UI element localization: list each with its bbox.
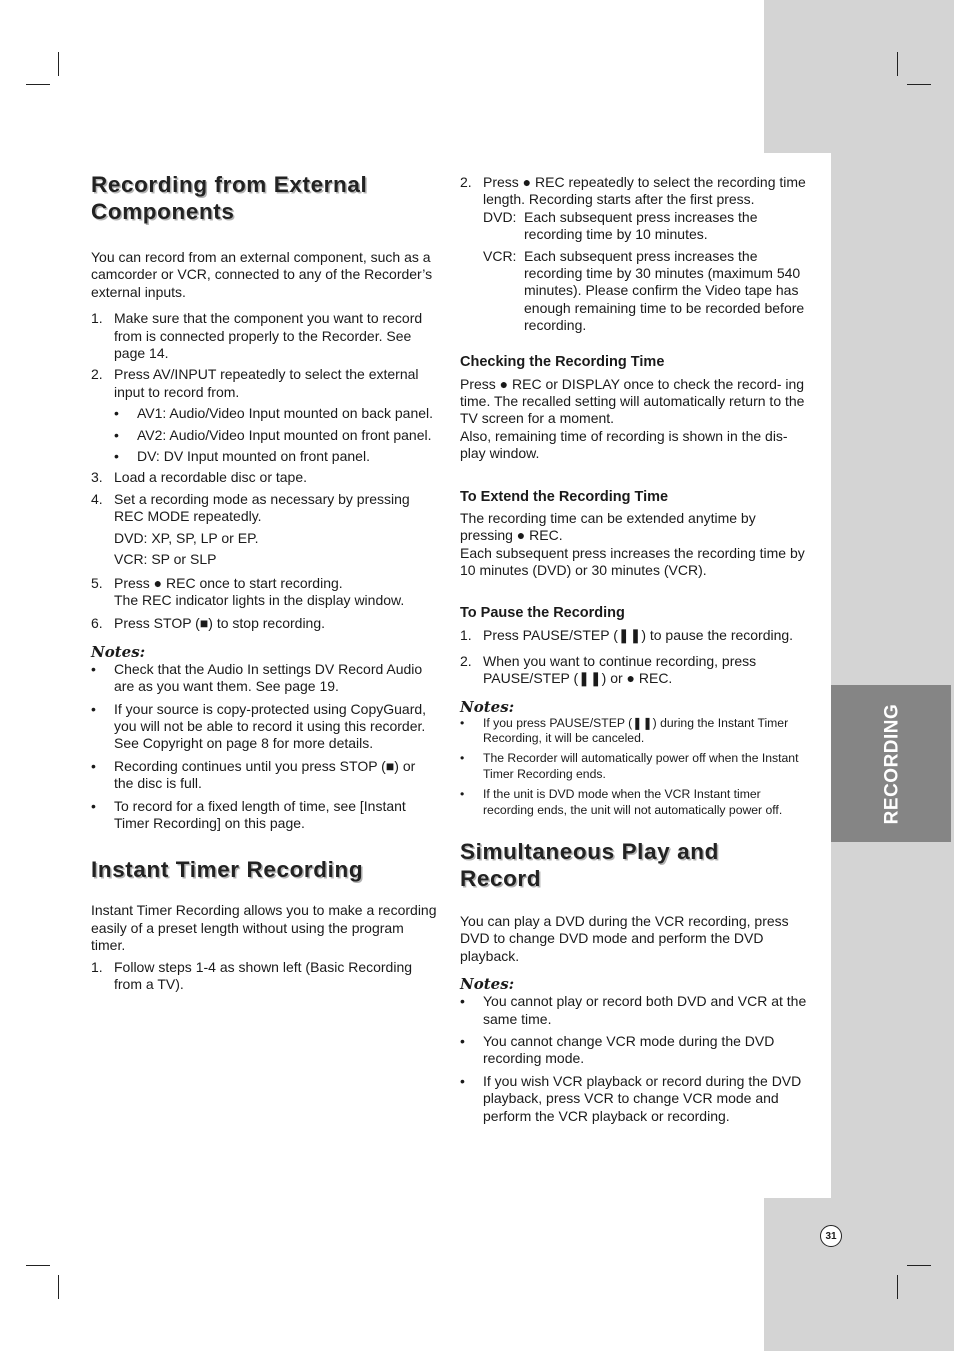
section-tab: [831, 685, 951, 842]
notes-heading: Notes:: [460, 697, 515, 716]
crop-mark: [897, 52, 898, 76]
note-item: • To record for a fixed length of time, see [Instant Timer Recording] on this page.: [91, 797, 406, 831]
subsection-heading: To Extend the Recording Time: [460, 488, 669, 505]
side-band-bottom: [764, 1198, 954, 1351]
note-item: • Check that the Audio In settings DV Record Audio are as you want them. See page 19.: [91, 660, 423, 695]
notes-heading: Notes:: [91, 642, 146, 661]
list-item: 1. Make sure that the component you want to record from is connected properly to the Recorder. See page 14.: [91, 310, 423, 362]
crop-mark: [26, 84, 50, 85]
list-item: 1. Follow steps 1-4 as shown left (Basic Recording from a TV).: [91, 958, 413, 992]
list-item: 3. Load a recordable disc or tape.: [91, 469, 308, 486]
crop-mark: [58, 52, 59, 76]
list-item: 6. Press STOP (■) to stop recording.: [91, 615, 326, 632]
crop-mark: [58, 1275, 59, 1299]
crop-mark: [897, 1275, 898, 1299]
list-item: 2. Press AV/INPUT repeatedly to select the external input to record from. • AV1: Audio/Video Input mounted on back panel. • AV2: Audio/Video Input mounted on front panel. • DV: DV Input mounted on front panel.: [91, 366, 438, 465]
crop-mark: [907, 1265, 931, 1266]
intro-paragraph: You can play a DVD during the VCR recording, press DVD to change DVD mode and perform the DVD playback.: [460, 912, 789, 964]
right-column: [460, 174, 812, 1125]
subsection-heading: Checking the Recording Time: [460, 353, 665, 370]
note-item: • If you wish VCR playback or record during the DVD playback, press VCR to change VCR mode and perform the VCR playback or recording.: [460, 1072, 802, 1124]
note-item: • If your source is copy-protected using CopyGuard, you will not be able to record it using this recorder. See Copyright on page 8 for more details.: [91, 700, 427, 752]
list-item: 5. Press ● REC once to start recording. The REC indicator lights in the display window.: [91, 574, 405, 608]
definition-row: DVD: Each subsequent press increases the recording time by 10 minutes.: [483, 208, 758, 243]
list-item: 2. When you want to continue recording, press PAUSE/STEP (❚❚) or ● REC.: [460, 652, 757, 687]
definition-row: VCR: Each subsequent press increases the recording time by 30 minutes (maximum 540 minutes). Please confirm the Video tape has enough remaining time to be recorded before recording.: [483, 247, 805, 334]
section-title: Recording from External Components: [91, 172, 368, 224]
side-band: [831, 153, 954, 1198]
sub-bullet: • DV: DV Input mounted on front panel.: [114, 448, 370, 465]
list-item: 1. Press PAUSE/STEP (❚❚) to pause the recording.: [460, 627, 794, 644]
paragraph: Each subsequent press increases the recording time by 10 minutes (DVD) or 30 minutes (VCR).: [460, 544, 805, 578]
note-item: • You cannot play or record both DVD and VCR at the same time.: [460, 993, 807, 1027]
left-column: [91, 171, 438, 993]
note-item: • Recording continues until you press STOP (■) or the disc is full.: [91, 757, 416, 792]
paragraph: Also, remaining time of recording is shown in the dis- play window.: [460, 427, 788, 462]
intro-paragraph: You can record from an external component, such as a camcorder or VCR, connected to any of the Recorder’s external inputs.: [91, 249, 433, 300]
paragraph: Press ● REC or DISPLAY once to check the record- ing time. The recalled setting will automatically return to the TV screen for a moment.: [460, 375, 805, 427]
crop-mark: [26, 1265, 50, 1266]
notes-heading: Notes:: [460, 975, 515, 994]
page-number: 31: [820, 1225, 842, 1247]
list-item: 4. Set a recording mode as necessary by pressing REC MODE repeatedly. DVD: XP, SP, LP or EP. VCR: SP or SLP: [91, 490, 410, 568]
section-title: Instant Timer Recording: [91, 857, 364, 883]
section-tab-label: RECORDING: [881, 703, 902, 824]
sub-bullet: • AV2: Audio/Video Input mounted on front panel.: [114, 426, 432, 443]
paragraph: The recording time can be extended anytime by pressing ● REC.: [460, 509, 756, 544]
sub-bullet: • AV1: Audio/Video Input mounted on back panel.: [114, 405, 434, 422]
note-item: • You cannot change VCR mode during the DVD recording mode.: [460, 1033, 775, 1067]
note-item: • The Recorder will automatically power off when the Instant Timer Recording ends.: [460, 751, 799, 781]
subsection-heading: To Pause the Recording: [460, 605, 625, 622]
note-item: • If the unit is DVD mode when the VCR Instant timer recording ends, the unit will not automatically power off.: [460, 787, 783, 817]
list-item: 2. Press ● REC repeatedly to select the recording time length. Recording starts after the first press. DVD: Each subsequent press increases the recording time by 10 minutes. VCR: Each subsequent press increases the recording time by 30 minutes (maximum 540 minutes). Please confirm the Video tape has enough remaining time to be recorded before recording.: [460, 174, 812, 335]
crop-mark: [907, 84, 931, 85]
side-band-top: [764, 0, 954, 153]
section-title: Simultaneous Play and Record: [460, 838, 719, 891]
note-item: • If you press PAUSE/STEP (❚❚) during the Instant Timer Recording, it will be canceled.: [460, 715, 789, 745]
intro-paragraph: Instant Timer Recording allows you to make a recording easily of a preset length without using the program timer.: [91, 902, 437, 954]
